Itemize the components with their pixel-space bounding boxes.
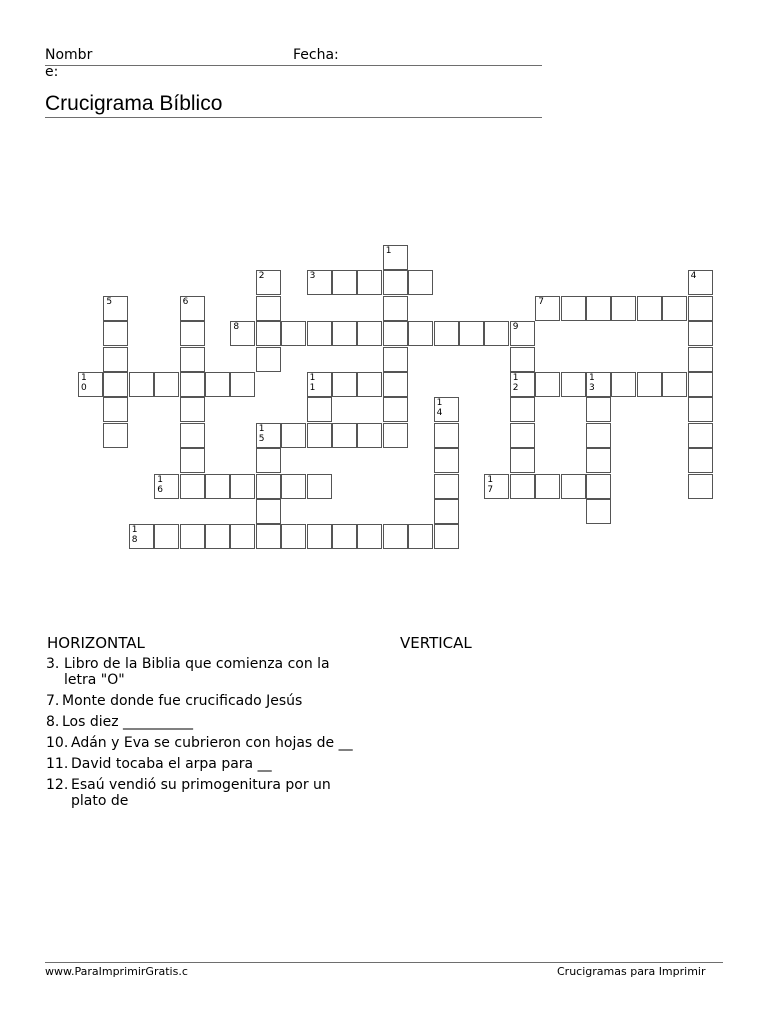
crossword-cell[interactable] <box>230 524 255 549</box>
clue-text: Libro de la Biblia que comienza con la letra "O" <box>64 656 330 688</box>
crossword-cell[interactable] <box>332 423 357 448</box>
crossword-cell[interactable] <box>383 372 408 397</box>
name-label-line2: e: <box>45 64 59 80</box>
clue-number: 10. <box>46 735 69 751</box>
crossword-cell[interactable] <box>383 321 408 346</box>
crossword-cell[interactable] <box>78 372 103 397</box>
clue-number-label: 10 <box>81 373 87 393</box>
crossword-cell[interactable] <box>256 347 281 372</box>
name-date-line <box>45 65 542 66</box>
crossword-cell[interactable] <box>688 347 713 372</box>
crossword-cell[interactable] <box>103 321 128 346</box>
date-label: Fecha: <box>293 47 339 63</box>
crossword-cell[interactable] <box>357 423 382 448</box>
crossword-cell[interactable] <box>307 397 332 422</box>
horizontal-clues-list <box>46 656 366 814</box>
crossword-cell[interactable] <box>103 296 128 321</box>
crossword-cell[interactable] <box>180 397 205 422</box>
clue-number-label: 11 <box>309 373 316 393</box>
clue-number-label: 5 <box>106 296 113 307</box>
clue-number-label: 8 <box>233 322 240 333</box>
crossword-cell[interactable] <box>205 474 230 499</box>
clue-number-label: 12 <box>512 373 519 393</box>
crossword-cell[interactable] <box>230 372 255 397</box>
clue-number: 12. <box>46 777 69 793</box>
crossword-cell[interactable] <box>510 474 535 499</box>
clue-number-label: 7 <box>538 296 544 307</box>
crossword-cell[interactable] <box>510 321 535 346</box>
clue-number: 8. <box>46 714 60 730</box>
crossword-cell[interactable] <box>307 321 332 346</box>
crossword-cell[interactable] <box>281 524 306 549</box>
clue-text: Monte donde fue crucificado Jesús <box>62 693 303 709</box>
crossword-cell[interactable] <box>103 397 128 422</box>
crossword-cell[interactable] <box>434 397 459 422</box>
clue-number-label: 13 <box>589 373 595 393</box>
horizontal-title: HORIZONTAL <box>47 634 145 652</box>
crossword-cell[interactable] <box>535 474 560 499</box>
crossword-cell[interactable] <box>256 321 281 346</box>
crossword-cell[interactable] <box>357 372 382 397</box>
clue-text: Adán y Eva se cubrieron con hojas de __ <box>71 735 353 751</box>
crossword-cell[interactable] <box>434 474 459 499</box>
crossword-cell[interactable] <box>434 423 459 448</box>
crossword-cell[interactable] <box>586 296 611 321</box>
clue-number-label: 14 <box>436 398 443 419</box>
crossword-cell[interactable] <box>180 321 205 346</box>
name-label-line1: Nombr <box>45 47 93 63</box>
footer-divider <box>45 962 723 963</box>
crossword-cell[interactable] <box>662 296 687 321</box>
crossword-cell[interactable] <box>383 524 408 549</box>
crossword-cell[interactable] <box>180 448 205 473</box>
clue-horizontal-10 <box>46 735 366 751</box>
crossword-cell[interactable] <box>688 474 713 499</box>
crossword-cell[interactable] <box>434 448 459 473</box>
crossword-cell[interactable] <box>357 270 382 295</box>
crossword-cell[interactable] <box>688 372 713 397</box>
crossword-cell[interactable] <box>662 372 687 397</box>
clue-horizontal-11 <box>46 756 366 772</box>
name-label <box>45 47 92 81</box>
crossword-cell[interactable] <box>586 372 611 397</box>
crossword-cell[interactable] <box>307 270 332 295</box>
crossword-cell[interactable] <box>154 372 179 397</box>
footer-caption: Crucigramas para Imprimir <box>557 965 706 978</box>
crossword-cell[interactable] <box>180 296 205 321</box>
crossword-cell[interactable] <box>688 321 713 346</box>
crossword-cell[interactable] <box>611 296 636 321</box>
crossword-cell[interactable] <box>434 524 459 549</box>
clue-number-label: 1 <box>385 246 392 256</box>
clue-horizontal-3 <box>46 656 366 688</box>
crossword-cell[interactable] <box>205 372 230 397</box>
crossword-cell[interactable] <box>332 270 357 295</box>
clue-text: Los diez __________ <box>62 714 194 730</box>
crossword-cell[interactable] <box>484 321 509 346</box>
crossword-cell[interactable] <box>484 474 509 499</box>
crossword-cell[interactable] <box>103 347 128 372</box>
crossword-cell[interactable] <box>180 372 205 397</box>
crossword-cell[interactable] <box>180 423 205 448</box>
crossword-cell[interactable] <box>281 474 306 499</box>
crossword-cell[interactable] <box>332 524 357 549</box>
crossword-cell[interactable] <box>586 397 611 422</box>
crossword-cell[interactable] <box>561 372 586 397</box>
crossword-cell[interactable] <box>434 321 459 346</box>
footer-website: www.ParaImprimirGratis.c <box>45 965 188 978</box>
crossword-cell[interactable] <box>586 448 611 473</box>
clue-number-label: 16 <box>157 474 163 495</box>
vertical-title: VERTICAL <box>400 634 472 652</box>
crossword-cell[interactable] <box>535 296 560 321</box>
crossword-cell[interactable] <box>688 296 713 321</box>
crossword-cell[interactable] <box>357 524 382 549</box>
crossword-cell[interactable] <box>561 474 586 499</box>
crossword-cell[interactable] <box>205 524 230 549</box>
crossword-cell[interactable] <box>688 397 713 422</box>
clue-number-label: 17 <box>487 474 494 495</box>
clue-text: David tocaba el arpa para __ <box>71 756 272 772</box>
crossword-cell[interactable] <box>561 296 586 321</box>
crossword-cell[interactable] <box>459 321 484 346</box>
crossword-cell[interactable] <box>637 296 662 321</box>
crossword-cell[interactable] <box>688 423 713 448</box>
crossword-cell[interactable] <box>256 448 281 473</box>
crossword-cell[interactable] <box>383 397 408 422</box>
crossword-cell[interactable] <box>510 397 535 422</box>
crossword-cell[interactable] <box>383 296 408 321</box>
crossword-cell[interactable] <box>434 499 459 524</box>
crossword-cell[interactable] <box>383 245 408 270</box>
crossword-cell[interactable] <box>256 524 281 549</box>
crossword-cell[interactable] <box>103 372 128 397</box>
clue-number-label: 4 <box>690 271 697 282</box>
clue-number-label: 15 <box>258 423 265 444</box>
clue-number: 11. <box>46 756 69 772</box>
crossword-cell[interactable] <box>103 423 128 448</box>
clue-number-label: 6 <box>182 296 189 307</box>
crossword-cell[interactable] <box>408 321 433 346</box>
crossword-cell[interactable] <box>510 347 535 372</box>
crossword-cell[interactable] <box>230 474 255 499</box>
crossword-cell[interactable] <box>307 474 332 499</box>
crossword-cell[interactable] <box>180 347 205 372</box>
crossword-cell[interactable] <box>510 372 535 397</box>
crossword-cell[interactable] <box>332 321 357 346</box>
crossword-cell[interactable] <box>586 499 611 524</box>
crossword-cell[interactable] <box>256 270 281 295</box>
page-title: Crucigrama Bíblico <box>45 92 223 115</box>
crossword-cell[interactable] <box>357 321 382 346</box>
crossword-cell[interactable] <box>256 423 281 448</box>
crossword-cell[interactable] <box>586 423 611 448</box>
crossword-cell[interactable] <box>611 372 636 397</box>
crossword-cell[interactable] <box>586 474 611 499</box>
clue-number-label: 9 <box>512 322 519 333</box>
crossword-cell[interactable] <box>332 372 357 397</box>
crossword-cell[interactable] <box>383 270 408 295</box>
crossword-cell[interactable] <box>307 524 332 549</box>
crossword-cell[interactable] <box>230 321 255 346</box>
clue-number-label: 3 <box>309 271 316 282</box>
crossword-cell[interactable] <box>154 474 179 499</box>
crossword-cell[interactable] <box>281 423 306 448</box>
crossword-cell[interactable] <box>408 524 433 549</box>
clue-horizontal-7 <box>46 693 366 709</box>
crossword-cell[interactable] <box>180 474 205 499</box>
clue-horizontal-12 <box>46 777 366 809</box>
crossword-cell[interactable] <box>408 270 433 295</box>
crossword-cell[interactable] <box>307 372 332 397</box>
crossword-cell[interactable] <box>383 423 408 448</box>
crossword-cell[interactable] <box>281 321 306 346</box>
crossword-cell[interactable] <box>129 524 154 549</box>
crossword-cell[interactable] <box>535 372 560 397</box>
crossword-cell[interactable] <box>688 270 713 295</box>
crossword-cell[interactable] <box>637 372 662 397</box>
crossword-cell[interactable] <box>256 296 281 321</box>
clue-number: 7. <box>46 693 60 709</box>
title-underline <box>45 117 542 118</box>
crossword-cell[interactable] <box>256 499 281 524</box>
crossword-cell[interactable] <box>180 524 205 549</box>
clue-number: 3. <box>46 656 60 672</box>
crossword-cell[interactable] <box>383 347 408 372</box>
clue-horizontal-8 <box>46 714 366 730</box>
crossword-cell[interactable] <box>510 423 535 448</box>
clue-number-label: 18 <box>131 525 138 546</box>
crossword-cell[interactable] <box>154 524 179 549</box>
crossword-cell[interactable] <box>510 448 535 473</box>
clue-number-label: 2 <box>258 271 265 282</box>
crossword-cell[interactable] <box>688 448 713 473</box>
clue-text: Esaú vendió su primogenitura por un plato de <box>71 777 331 809</box>
crossword-cell[interactable] <box>129 372 154 397</box>
crossword-cell[interactable] <box>256 474 281 499</box>
crossword-cell[interactable] <box>307 423 332 448</box>
